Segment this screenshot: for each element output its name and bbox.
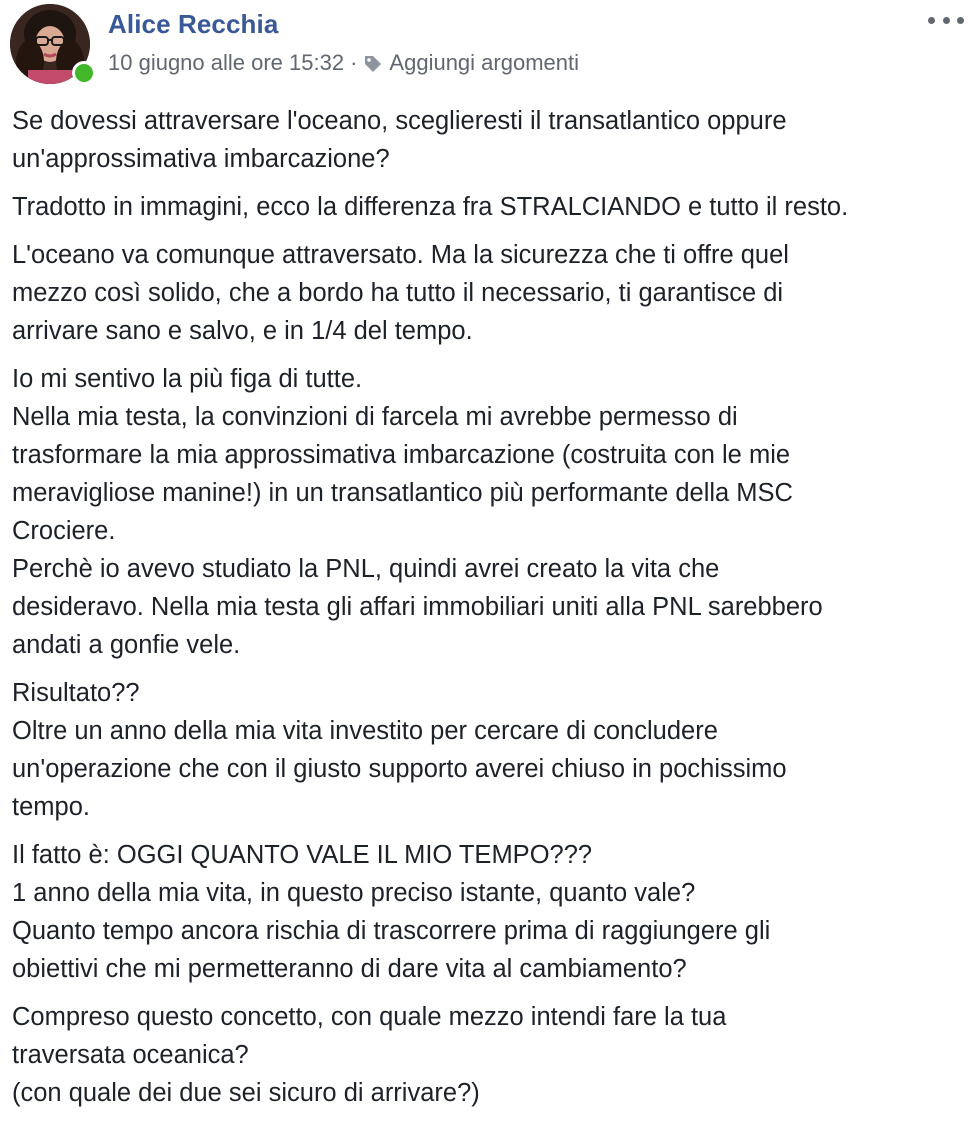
post-text-line: Risultato??	[12, 679, 140, 707]
post-paragraph	[12, 236, 968, 350]
post-text-line: trasformare la mia approssimativa imbarcazione (costruita con le mie	[12, 441, 791, 469]
post-paragraph	[12, 102, 968, 178]
post-text-line: Oltre un anno della mia vita investito per cercare di concludere	[12, 717, 718, 745]
post-text-line: Compreso questo concetto, con quale mezzo intendi fare la tua	[12, 1003, 727, 1031]
post-text-line: mezzo così solido, che a bordo ha tutto il necessario, ti garantisce di	[12, 279, 784, 307]
post-text-line: 1 anno della mia vita, in questo preciso istante, quanto vale?	[12, 879, 696, 907]
author-name[interactable]: Alice Recchia	[108, 9, 279, 39]
post-text-line: un'approssimativa imbarcazione?	[12, 145, 390, 173]
post-text-line: meravigliose manine!) in un transatlantico più performante della MSC	[12, 479, 793, 507]
post-text-line: un'operazione che con il giusto supporto averei chiuso in pochissimo	[12, 755, 787, 783]
more-dot	[943, 17, 950, 24]
post-text-line: Io mi sentivo la più figa di tutte.	[12, 365, 363, 393]
post-body	[12, 102, 968, 1122]
post-text-line: Nella mia testa, la convinzioni di farcela mi avrebbe permesso di	[12, 403, 738, 431]
tag-icon[interactable]	[363, 54, 383, 74]
meta-separator: ·	[350, 50, 358, 75]
add-topics-link[interactable]: Aggiungi argomenti	[389, 50, 579, 75]
online-status-indicator	[72, 61, 96, 85]
post-text-line: desideravo. Nella mia testa gli affari immobiliari uniti alla PNL sarebbero	[12, 593, 823, 621]
post-text-line: Crociere.	[12, 517, 116, 545]
post-text-line: arrivare sano e salvo, e in 1/4 del tempo.	[12, 317, 473, 345]
more-options-icon[interactable]	[928, 10, 964, 30]
post-text-line: traversata oceanica?	[12, 1041, 249, 1069]
post-text-line: tempo.	[12, 793, 90, 821]
post-text-line: Perchè io avevo studiato la PNL, quindi avrei creato la vita che	[12, 555, 720, 583]
author-avatar[interactable]	[10, 4, 94, 88]
post-text-line: Quanto tempo ancora rischia di trascorrere prima di raggiungere gli	[12, 917, 771, 945]
post-text-line: andati a gonfie vele.	[12, 631, 241, 659]
post-text-line: Il fatto è: OGGI QUANTO VALE IL MIO TEMPO???	[12, 841, 593, 869]
more-dot	[928, 17, 935, 24]
post-header	[0, 0, 978, 96]
post-text-line: Se dovessi attraversare l'oceano, sceglieresti il transatlantico oppure	[12, 107, 787, 135]
post-meta	[108, 50, 579, 76]
post-timestamp[interactable]: 10 giugno alle ore 15:32	[108, 50, 345, 75]
post-text-line: obiettivi che mi permetteranno di dare vita al cambiamento?	[12, 955, 687, 983]
post-paragraph	[12, 998, 968, 1112]
post-text-line: (con quale dei due sei sicuro di arrivare?)	[12, 1079, 480, 1107]
post-paragraph	[12, 836, 968, 988]
post-text-line: L'oceano va comunque attraversato. Ma la sicurezza che ti offre quel	[12, 241, 789, 269]
post-paragraph	[12, 188, 968, 226]
post-paragraph	[12, 360, 968, 664]
post-text-line: Tradotto in immagini, ecco la differenza fra STRALCIANDO e tutto il resto.	[12, 193, 849, 221]
post-paragraph	[12, 674, 968, 826]
more-dot	[957, 17, 964, 24]
